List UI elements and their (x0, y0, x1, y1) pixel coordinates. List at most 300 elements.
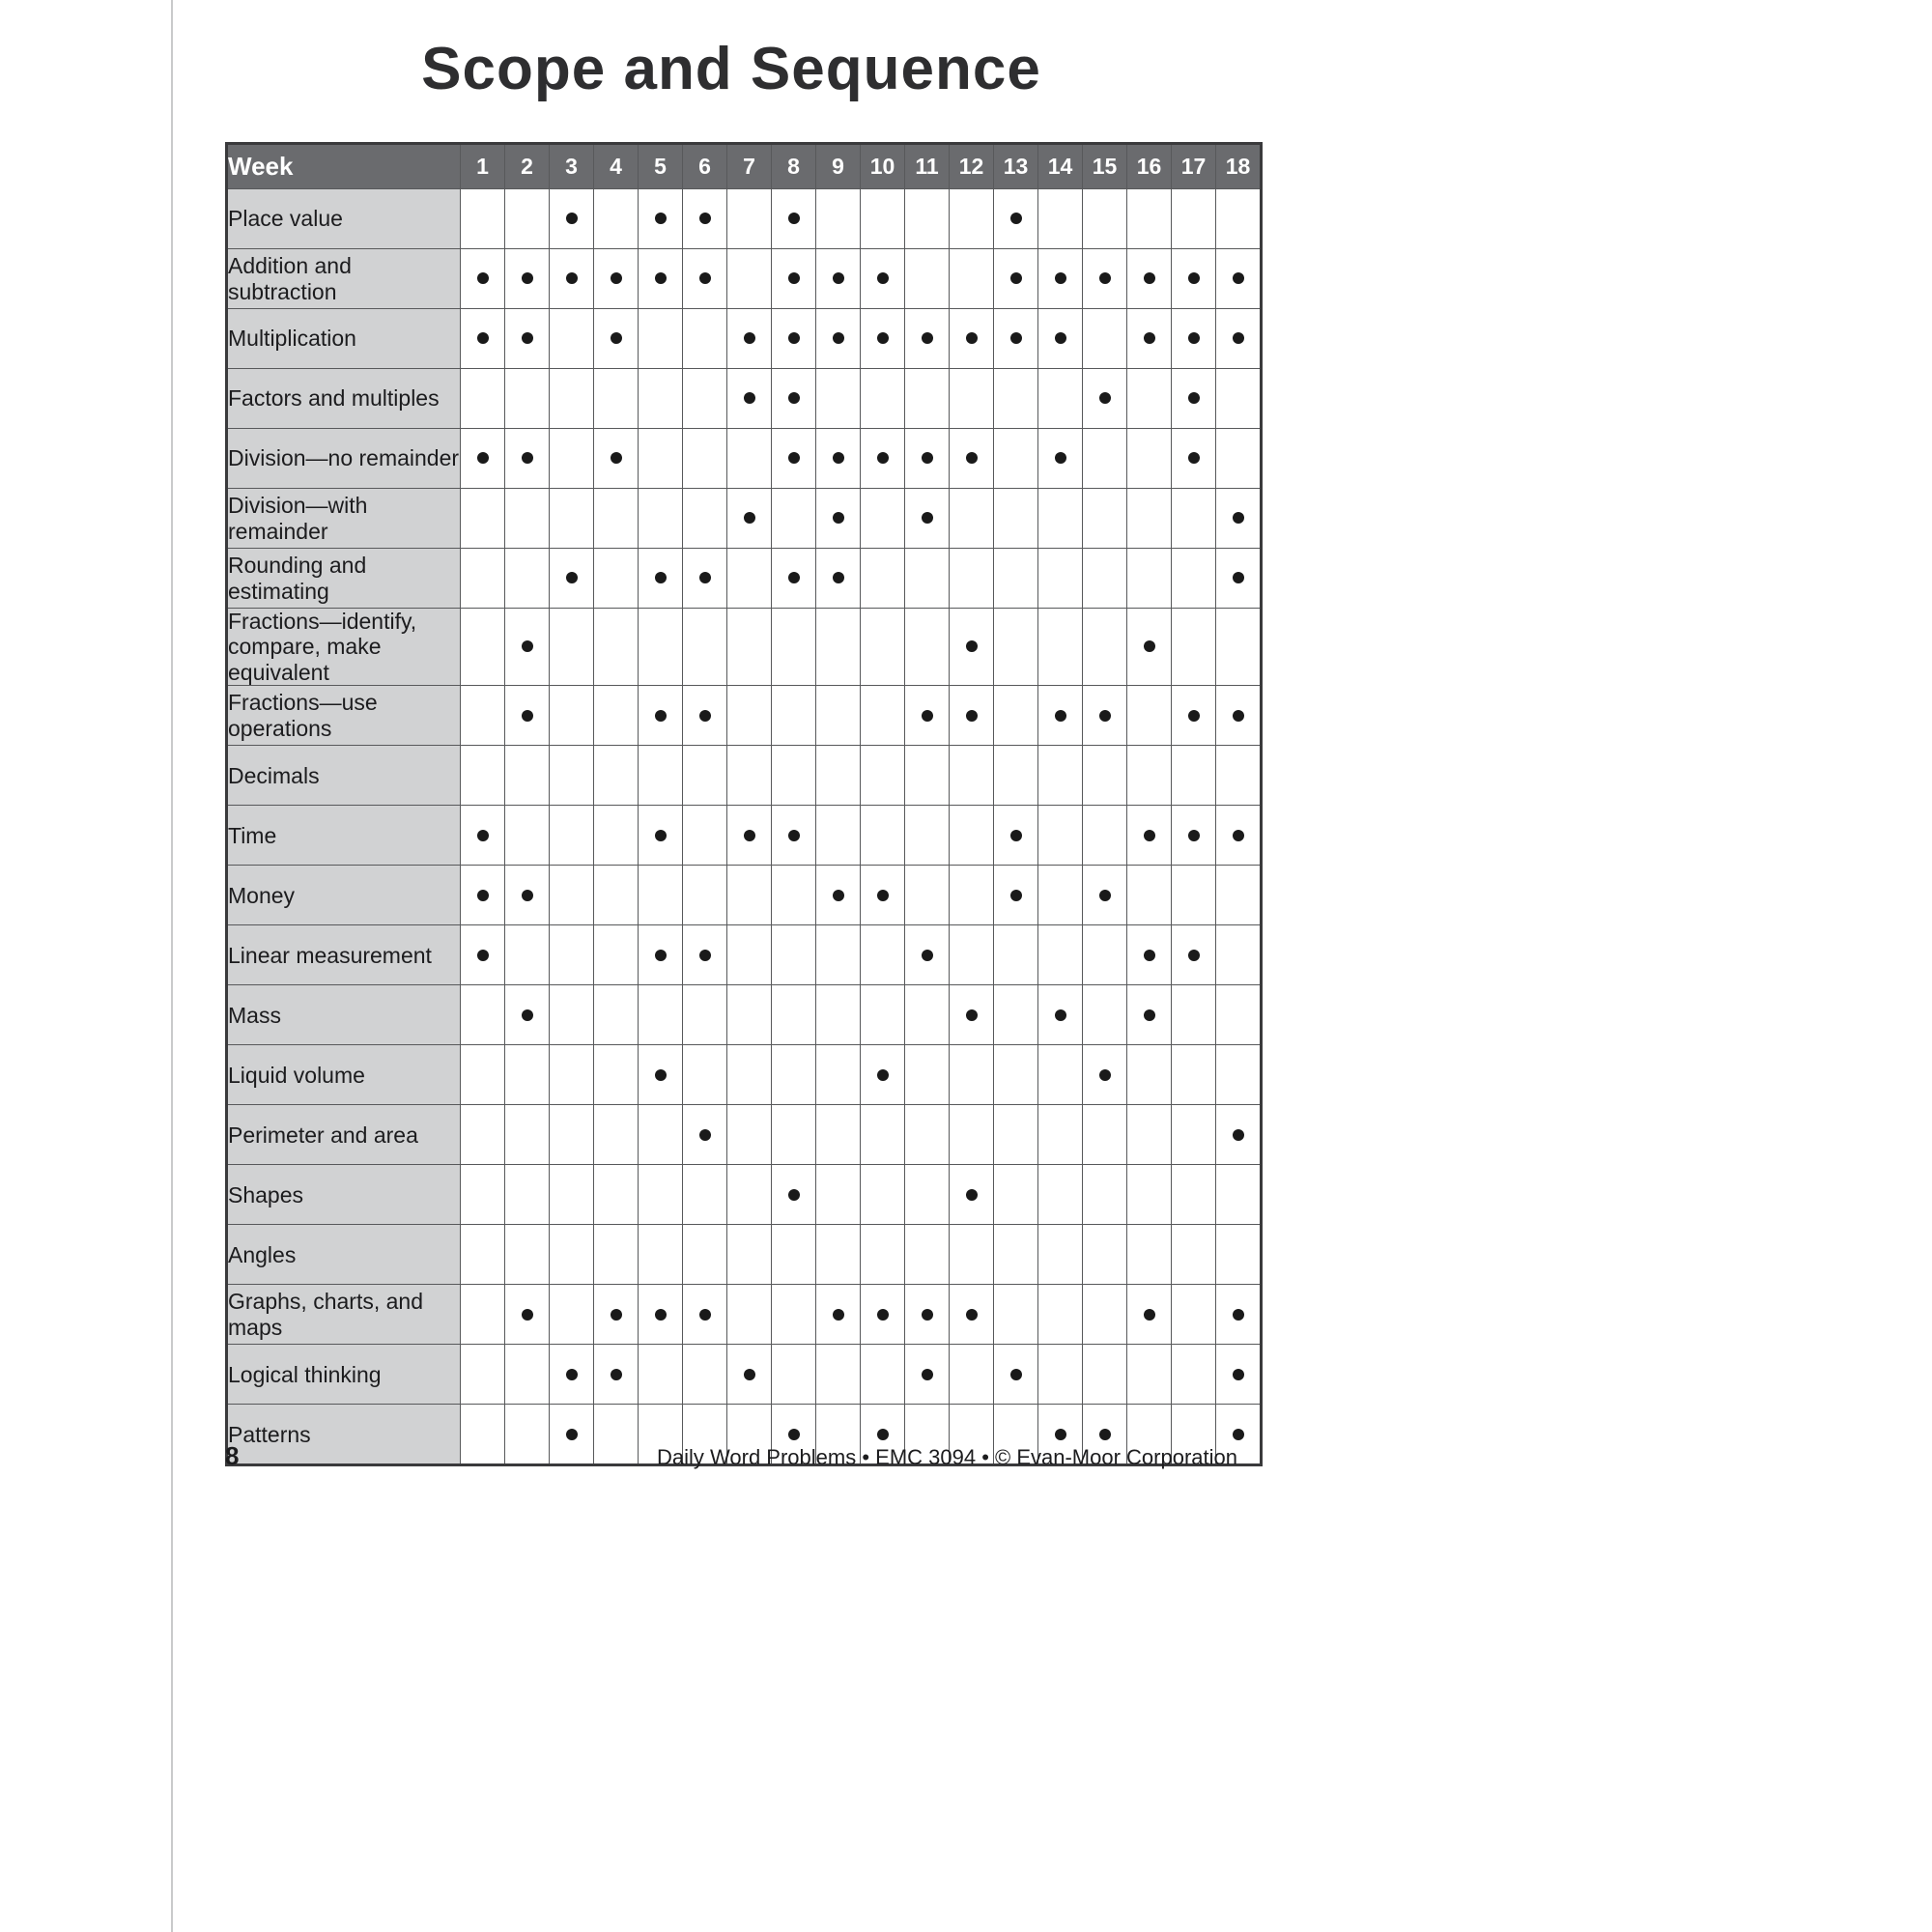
grid-cell (905, 249, 950, 309)
grid-cell (594, 746, 639, 806)
grid-cell (1216, 1345, 1262, 1405)
grid-cell (1172, 189, 1216, 249)
grid-cell (683, 309, 727, 369)
table-row (227, 1345, 1262, 1405)
grid-cell (461, 686, 505, 746)
grid-cell (550, 1225, 594, 1285)
grid-cell (594, 866, 639, 925)
grid-cell (816, 1345, 861, 1405)
grid-cell (594, 609, 639, 686)
dot-marker (833, 452, 844, 464)
dot-marker (522, 890, 533, 901)
grid-cell (639, 925, 683, 985)
grid-cell (1038, 1105, 1083, 1165)
dot-marker (699, 950, 711, 961)
page-number: 8 (225, 1441, 240, 1470)
grid-cell (994, 1045, 1038, 1105)
grid-cell (461, 806, 505, 866)
dot-marker (877, 272, 889, 284)
grid-cell (727, 985, 772, 1045)
dot-marker (1099, 710, 1111, 722)
dot-marker (833, 512, 844, 524)
grid-cell (861, 1285, 905, 1345)
grid-cell (1216, 489, 1262, 549)
grid-cell (683, 249, 727, 309)
grid-cell (816, 189, 861, 249)
grid-cell (550, 866, 594, 925)
grid-cell (1216, 1225, 1262, 1285)
skill-label: Fractions—use operations (227, 686, 461, 746)
dot-marker (1233, 830, 1244, 841)
table-row (227, 866, 1262, 925)
dot-marker (1144, 1009, 1155, 1021)
grid-cell (772, 489, 816, 549)
grid-cell (639, 549, 683, 609)
grid-cell (1172, 1165, 1216, 1225)
table-row (227, 249, 1262, 309)
dot-marker (788, 452, 800, 464)
grid-cell (639, 489, 683, 549)
skill-label: Linear measurement (227, 925, 461, 985)
dot-marker (833, 1309, 844, 1321)
grid-cell (683, 1225, 727, 1285)
grid-cell (861, 609, 905, 686)
grid-cell (1127, 1225, 1172, 1285)
grid-cell (1216, 806, 1262, 866)
grid-cell (550, 249, 594, 309)
dot-marker (1144, 1309, 1155, 1321)
grid-cell (861, 866, 905, 925)
grid-cell (727, 925, 772, 985)
grid-cell (994, 1105, 1038, 1165)
grid-cell (727, 309, 772, 369)
grid-cell (505, 489, 550, 549)
grid-cell (950, 1345, 994, 1405)
table-row (227, 369, 1262, 429)
dot-marker (922, 512, 933, 524)
grid-cell (639, 1165, 683, 1225)
dot-marker (788, 1189, 800, 1201)
dot-marker (877, 1069, 889, 1081)
grid-cell (594, 1045, 639, 1105)
skill-label: Fractions—identify, compare, make equivalent (227, 609, 461, 686)
table-row (227, 1285, 1262, 1345)
grid-cell (1038, 429, 1083, 489)
dot-marker (1188, 332, 1200, 344)
grid-cell (1083, 806, 1127, 866)
dot-marker (1188, 950, 1200, 961)
grid-cell (461, 309, 505, 369)
grid-cell (994, 429, 1038, 489)
grid-cell (1038, 1285, 1083, 1345)
skill-label: Factors and multiples (227, 369, 461, 429)
grid-cell (1083, 1165, 1127, 1225)
grid-cell (639, 1225, 683, 1285)
grid-cell (1172, 925, 1216, 985)
dot-marker (966, 452, 978, 464)
grid-cell (861, 549, 905, 609)
dot-marker (966, 640, 978, 652)
grid-cell (683, 1165, 727, 1225)
dot-marker (1055, 1429, 1066, 1440)
grid-cell (594, 189, 639, 249)
dot-marker (522, 710, 533, 722)
grid-cell (1216, 609, 1262, 686)
dot-marker (1010, 332, 1022, 344)
grid-cell (994, 609, 1038, 686)
dot-marker (877, 332, 889, 344)
grid-cell (639, 806, 683, 866)
grid-cell (1127, 189, 1172, 249)
grid-cell (1038, 686, 1083, 746)
dot-marker (922, 950, 933, 961)
grid-cell (727, 189, 772, 249)
grid-cell (550, 746, 594, 806)
grid-cell (772, 985, 816, 1045)
grid-cell (727, 746, 772, 806)
skill-label: Addition and subtraction (227, 249, 461, 309)
grid-cell (994, 686, 1038, 746)
grid-cell (905, 985, 950, 1045)
grid-cell (727, 249, 772, 309)
dot-marker (1233, 710, 1244, 722)
grid-cell (639, 686, 683, 746)
grid-cell (1216, 1105, 1262, 1165)
grid-cell (1038, 549, 1083, 609)
grid-cell (505, 1165, 550, 1225)
dot-marker (522, 332, 533, 344)
week-number-header: 10 (861, 144, 905, 189)
grid-cell (950, 1105, 994, 1165)
dot-marker (877, 1429, 889, 1440)
dot-marker (922, 1369, 933, 1380)
grid-cell (1083, 746, 1127, 806)
dot-marker (833, 272, 844, 284)
grid-cell (594, 1285, 639, 1345)
week-number-header: 3 (550, 144, 594, 189)
grid-cell (772, 1345, 816, 1405)
grid-cell (1038, 609, 1083, 686)
dot-marker (566, 1429, 578, 1440)
grid-cell (1216, 925, 1262, 985)
dot-marker (477, 332, 489, 344)
skill-label: Mass (227, 985, 461, 1045)
grid-cell (816, 369, 861, 429)
grid-cell (1038, 806, 1083, 866)
grid-cell (1038, 985, 1083, 1045)
skill-label: Time (227, 806, 461, 866)
grid-cell (461, 925, 505, 985)
dot-marker (611, 332, 622, 344)
grid-cell (505, 429, 550, 489)
grid-cell (550, 429, 594, 489)
grid-cell (772, 1105, 816, 1165)
week-number-header: 5 (639, 144, 683, 189)
grid-cell (727, 806, 772, 866)
grid-cell (1083, 1105, 1127, 1165)
dot-marker (1144, 830, 1155, 841)
skill-label: Logical thinking (227, 1345, 461, 1405)
grid-cell (461, 1105, 505, 1165)
grid-cell (1172, 1225, 1216, 1285)
grid-cell (550, 609, 594, 686)
dot-marker (1233, 1309, 1244, 1321)
grid-cell (816, 866, 861, 925)
grid-cell (1216, 746, 1262, 806)
dot-marker (788, 332, 800, 344)
grid-cell (1127, 369, 1172, 429)
grid-cell (950, 1225, 994, 1285)
table-row (227, 1165, 1262, 1225)
grid-cell (1038, 1165, 1083, 1225)
grid-cell (772, 806, 816, 866)
grid-cell (1127, 489, 1172, 549)
grid-cell (683, 369, 727, 429)
week-number-header: 11 (905, 144, 950, 189)
dot-marker (1188, 272, 1200, 284)
table-row (227, 925, 1262, 985)
week-number-header: 7 (727, 144, 772, 189)
grid-cell (594, 489, 639, 549)
grid-cell (1172, 866, 1216, 925)
grid-cell (905, 549, 950, 609)
grid-cell (1127, 249, 1172, 309)
week-number-header: 9 (816, 144, 861, 189)
grid-cell (505, 549, 550, 609)
dot-marker (788, 830, 800, 841)
skill-label: Place value (227, 189, 461, 249)
grid-cell (594, 985, 639, 1045)
dot-marker (922, 452, 933, 464)
dot-marker (1010, 890, 1022, 901)
dot-marker (655, 572, 667, 583)
grid-cell (1038, 369, 1083, 429)
grid-cell (950, 806, 994, 866)
table-row (227, 1045, 1262, 1105)
grid-cell (1216, 1045, 1262, 1105)
grid-cell (727, 1105, 772, 1165)
dot-marker (699, 572, 711, 583)
skill-label: Shapes (227, 1165, 461, 1225)
grid-cell (639, 369, 683, 429)
dot-marker (922, 332, 933, 344)
grid-cell (994, 249, 1038, 309)
grid-cell (1038, 249, 1083, 309)
week-number-header: 8 (772, 144, 816, 189)
grid-cell (861, 1345, 905, 1405)
dot-marker (477, 950, 489, 961)
week-number-header: 18 (1216, 144, 1262, 189)
grid-cell (950, 1165, 994, 1225)
grid-cell (727, 1165, 772, 1225)
dot-marker (1188, 392, 1200, 404)
grid-cell (861, 429, 905, 489)
grid-cell (461, 1345, 505, 1405)
dot-marker (1010, 830, 1022, 841)
dot-marker (522, 1309, 533, 1321)
grid-cell (461, 1225, 505, 1285)
grid-cell (639, 249, 683, 309)
grid-cell (505, 925, 550, 985)
dot-marker (1144, 640, 1155, 652)
grid-cell (505, 1345, 550, 1405)
grid-cell (461, 1285, 505, 1345)
grid-cell (816, 925, 861, 985)
dot-marker (655, 830, 667, 841)
grid-cell (727, 489, 772, 549)
dot-marker (1144, 272, 1155, 284)
grid-cell (1216, 549, 1262, 609)
grid-cell (594, 369, 639, 429)
grid-cell (683, 746, 727, 806)
skill-label: Division—no remainder (227, 429, 461, 489)
grid-cell (594, 249, 639, 309)
grid-cell (727, 866, 772, 925)
grid-cell (950, 1285, 994, 1345)
grid-cell (594, 1105, 639, 1165)
grid-cell (905, 369, 950, 429)
grid-cell (683, 1345, 727, 1405)
dot-marker (611, 272, 622, 284)
grid-cell (683, 1105, 727, 1165)
dot-marker (699, 710, 711, 722)
grid-cell (1083, 866, 1127, 925)
dot-marker (1188, 710, 1200, 722)
grid-cell (994, 985, 1038, 1045)
grid-cell (1172, 985, 1216, 1045)
grid-cell (772, 1225, 816, 1285)
grid-cell (639, 1285, 683, 1345)
grid-cell (1127, 985, 1172, 1045)
grid-cell (594, 309, 639, 369)
table-row (227, 686, 1262, 746)
grid-cell (994, 309, 1038, 369)
grid-cell (1083, 985, 1127, 1045)
grid-cell (1172, 1285, 1216, 1345)
grid-cell (816, 309, 861, 369)
skill-label: Rounding and estimating (227, 549, 461, 609)
grid-cell (1038, 309, 1083, 369)
grid-cell (594, 1165, 639, 1225)
grid-cell (461, 429, 505, 489)
table-row (227, 429, 1262, 489)
grid-cell (727, 1045, 772, 1105)
grid-cell (1083, 1345, 1127, 1405)
grid-cell (1216, 985, 1262, 1045)
dot-marker (566, 1369, 578, 1380)
grid-cell (550, 489, 594, 549)
grid-cell (861, 1225, 905, 1285)
grid-cell (550, 309, 594, 369)
grid-cell (683, 866, 727, 925)
dot-marker (655, 950, 667, 961)
skill-label: Patterns (227, 1405, 461, 1465)
grid-cell (505, 609, 550, 686)
grid-cell (905, 1285, 950, 1345)
footer (225, 1441, 1237, 1471)
grid-cell (683, 806, 727, 866)
skill-label: Multiplication (227, 309, 461, 369)
grid-cell (1127, 549, 1172, 609)
dot-marker (966, 1009, 978, 1021)
grid-cell (550, 189, 594, 249)
grid-cell (950, 309, 994, 369)
skill-label: Angles (227, 1225, 461, 1285)
grid-cell (1216, 309, 1262, 369)
page-edge-line (171, 0, 173, 1932)
grid-cell (861, 489, 905, 549)
grid-cell (994, 806, 1038, 866)
grid-cell (772, 429, 816, 489)
grid-cell (639, 309, 683, 369)
table-row (227, 309, 1262, 369)
dot-marker (655, 1309, 667, 1321)
grid-cell (550, 1045, 594, 1105)
table-row (227, 189, 1262, 249)
grid-cell (1083, 189, 1127, 249)
grid-cell (816, 686, 861, 746)
dot-marker (744, 1369, 755, 1380)
grid-cell (461, 1165, 505, 1225)
grid-cell (461, 489, 505, 549)
dot-marker (1099, 890, 1111, 901)
grid-cell (727, 609, 772, 686)
week-number-header: 1 (461, 144, 505, 189)
grid-cell (550, 1285, 594, 1345)
week-number-header: 15 (1083, 144, 1127, 189)
grid-cell (905, 866, 950, 925)
dot-marker (1055, 1009, 1066, 1021)
dot-marker (1055, 272, 1066, 284)
dot-marker (1055, 452, 1066, 464)
grid-cell (816, 985, 861, 1045)
grid-cell (994, 746, 1038, 806)
grid-cell (1127, 1105, 1172, 1165)
grid-cell (505, 309, 550, 369)
dot-marker (877, 890, 889, 901)
grid-cell (594, 1225, 639, 1285)
grid-cell (950, 746, 994, 806)
grid-cell (994, 866, 1038, 925)
grid-cell (816, 1105, 861, 1165)
grid-cell (727, 369, 772, 429)
grid-cell (905, 1105, 950, 1165)
grid-cell (950, 925, 994, 985)
grid-cell (639, 1105, 683, 1165)
grid-cell (905, 1225, 950, 1285)
grid-cell (505, 1285, 550, 1345)
grid-cell (861, 189, 905, 249)
grid-cell (1127, 1045, 1172, 1105)
dot-marker (1233, 572, 1244, 583)
grid-cell (461, 249, 505, 309)
dot-marker (566, 272, 578, 284)
grid-cell (994, 1345, 1038, 1405)
grid-cell (950, 489, 994, 549)
grid-cell (772, 1165, 816, 1225)
grid-cell (950, 549, 994, 609)
grid-cell (1127, 309, 1172, 369)
dot-marker (1188, 830, 1200, 841)
grid-cell (1172, 806, 1216, 866)
grid-cell (550, 1105, 594, 1165)
grid-cell (1172, 429, 1216, 489)
grid-cell (461, 549, 505, 609)
scope-sequence-table (225, 142, 1263, 1466)
grid-cell (861, 309, 905, 369)
dot-marker (522, 1009, 533, 1021)
dot-marker (477, 272, 489, 284)
